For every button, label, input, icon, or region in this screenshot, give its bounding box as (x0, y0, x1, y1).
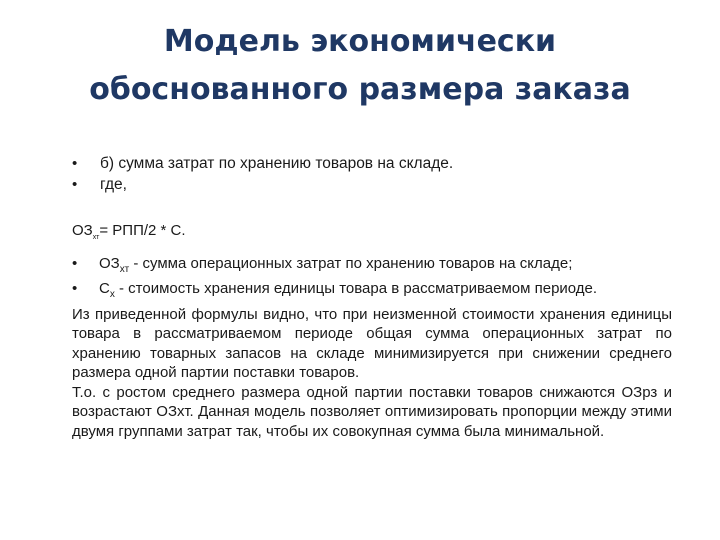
bullet-item (72, 153, 672, 174)
title-line-2: обоснованного размера заказа (89, 72, 631, 107)
slide-title (40, 18, 680, 114)
bullet-icon: • (72, 254, 78, 272)
bullet-text: где, (100, 176, 127, 193)
definition-text: - сумма операционных затрат по хранению товаров на складе; (129, 254, 573, 272)
bullet-list (72, 153, 672, 195)
formula-rhs: = РПП/2 * С. (99, 222, 186, 239)
definition-item (72, 279, 672, 305)
bullet-icon: • (72, 176, 78, 193)
paragraph-summary: Т.о. с ростом среднего размера одной партии поставки товаров снижаются ОЗрз и возрастают ОЗхт. Данная модель позволяет оптимизировать пропорции между этими двумя группами затрат так, чтобы их совокупная сумма была минимальной. (72, 383, 672, 440)
definition-text: - стоимость хранения единицы товара в рассматриваемом периоде. (114, 280, 598, 297)
definition-term: ОЗ (99, 254, 120, 272)
bullet-text: б) сумма затрат по хранению товаров на складе. (100, 155, 454, 172)
bullet-item (72, 174, 672, 195)
body-text (72, 221, 672, 441)
bullet-icon: • (72, 155, 78, 172)
paragraph-conclusion: Из приведенной формулы видно, что при неизменной стоимости хранения единицы товара в рассматриваемом периоде общая сумма операционных затрат по хранению товарных запасов на складе минимизируется при снижении среднего размера одной партии поставки товаров. (72, 305, 672, 381)
bullet-icon: • (72, 280, 78, 297)
formula-lhs-subscript: хт (92, 234, 100, 241)
title-line-1: Модель экономически (163, 24, 557, 59)
definition-term: С (99, 280, 110, 297)
definition-item (72, 254, 672, 280)
formula (72, 221, 672, 248)
definition-term-subscript: хт (119, 263, 130, 275)
definition-term-subscript: х (109, 289, 115, 300)
formula-lhs: ОЗ (72, 222, 93, 239)
